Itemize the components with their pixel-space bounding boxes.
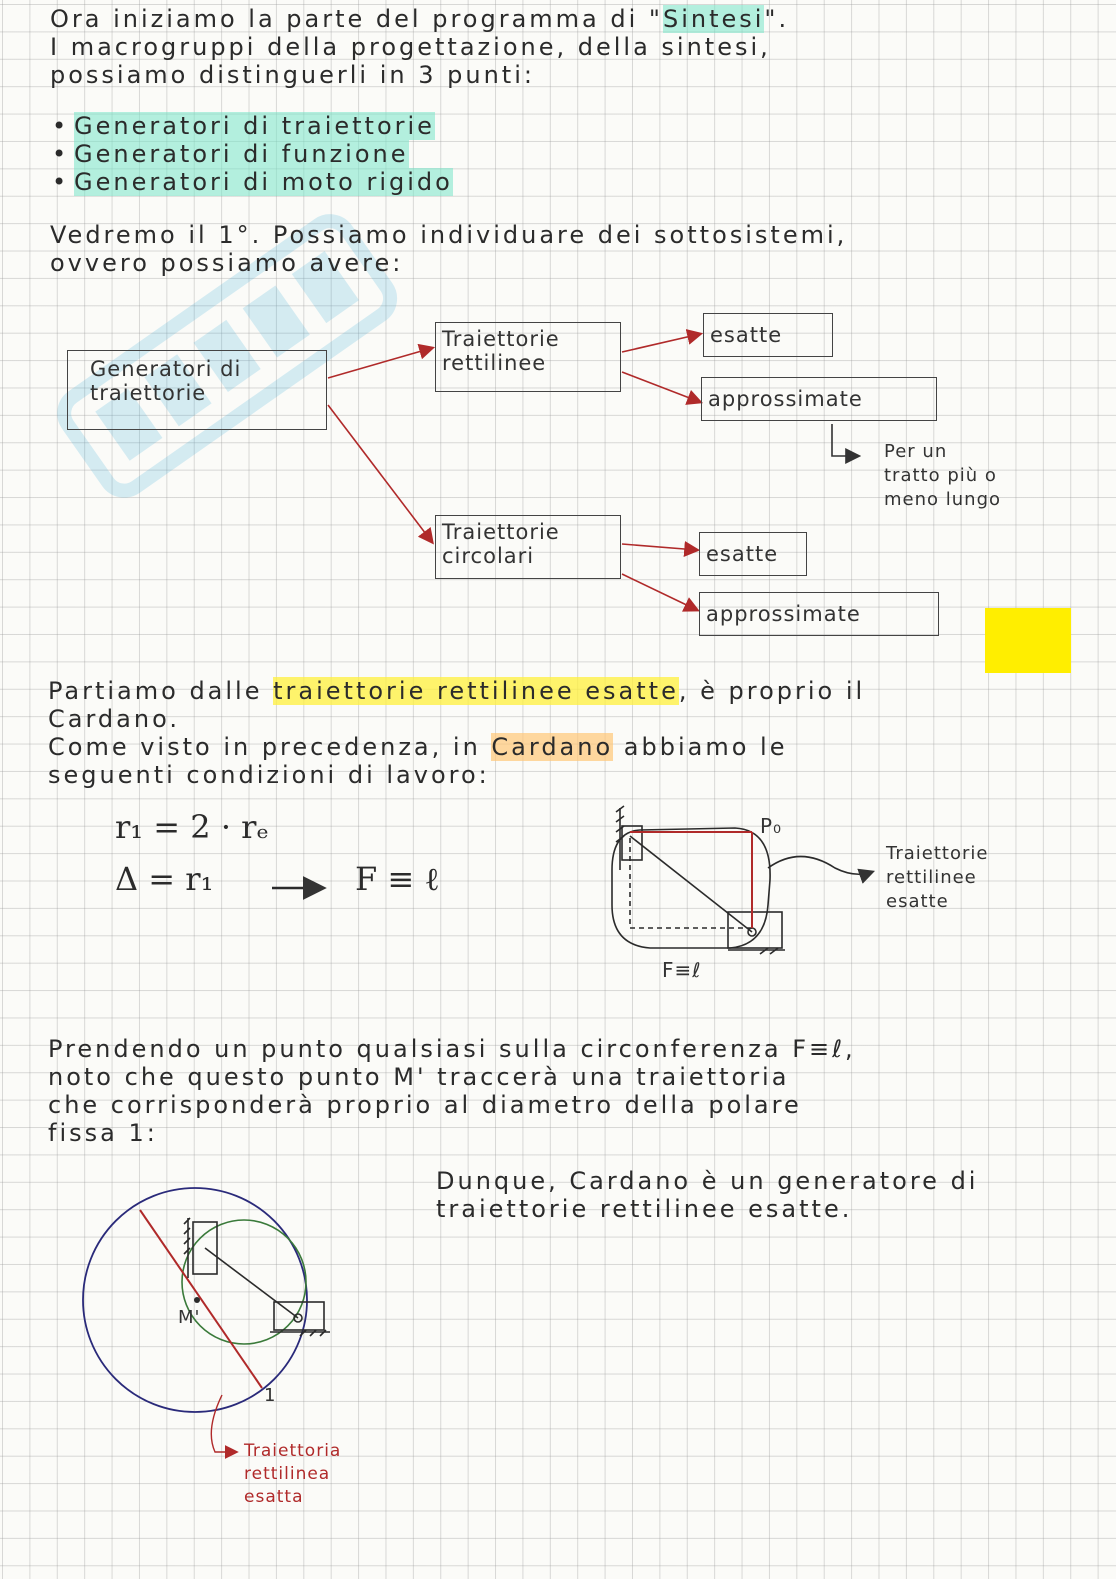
bullet-item: • Generatori di traiettorie	[52, 112, 435, 140]
para4-line-4: fissa 1:	[48, 1119, 158, 1147]
fig2-note: Traiettoria rettilinea esatta	[244, 1441, 342, 1507]
intro-line-1: Ora iniziamo la parte del programma di "Sintesi".	[50, 5, 790, 33]
fig2-one-label: 1	[264, 1385, 277, 1406]
conclusion-line-1: Dunque, Cardano è un generatore di	[436, 1167, 979, 1195]
tree-leaf-approssimate-2: approssimate	[699, 592, 939, 636]
para4-line-1: Prendendo un punto qualsiasi sulla circonferenza F≡ℓ,	[48, 1035, 856, 1063]
tree-note: Per un tratto più o meno lungo	[884, 441, 1002, 510]
para4-line-2: noto che questo punto M' traccerà una traiettoria	[48, 1063, 790, 1091]
intro-line-3: possiamo distinguerli in 3 punti:	[50, 61, 535, 89]
fig2-m-label: M'	[178, 1307, 201, 1328]
para3-line-4: seguenti condizioni di lavoro:	[48, 761, 490, 789]
para3-line-1: Partiamo dalle traiettorie rettilinee esatte, è proprio il	[48, 677, 866, 705]
tree-leaf-approssimate-1: approssimate	[701, 377, 937, 421]
highlight-cardano: Cardano	[491, 733, 614, 761]
fig1-bottom-label: F≡ℓ	[662, 958, 702, 982]
para3-line-3: Come visto in precedenza, in Cardano abbiamo le	[48, 733, 788, 761]
intro-line-2: I macrogruppi della progettazione, della sintesi,	[50, 33, 771, 61]
fig1-note: Traiettorie rettilinee esatte	[886, 843, 989, 912]
tree-branch-circolari: Traiettorie circolari	[435, 515, 621, 579]
bullet-item: • Generatori di funzione	[52, 140, 409, 168]
tree-leaf-esatte-2: esatte	[699, 532, 807, 576]
para3-line-2: Cardano.	[48, 705, 180, 733]
conclusion-line-2: traiettorie rettilinee esatte.	[436, 1195, 853, 1223]
fig1-point-label: P₀	[760, 814, 783, 838]
equation-r1: r₁ = 2 · rₑ	[115, 808, 269, 846]
tree-leaf-esatte-1: esatte	[703, 313, 833, 357]
equation-f-l: F ≡ ℓ	[355, 860, 440, 898]
para2-line-1: Vedremo il 1°. Possiamo individuare dei sottosistemi,	[50, 221, 848, 249]
equation-delta: Δ = r₁	[115, 860, 214, 898]
para2-line-2: ovvero possiamo avere:	[50, 249, 404, 277]
para4-line-3: che corrisponderà proprio al diametro della polare	[48, 1091, 802, 1119]
bullet-item: • Generatori di moto rigido	[52, 168, 453, 196]
tree-branch-rettilinee: Traiettorie rettilinee	[435, 322, 621, 392]
highlight-traiettorie: traiettorie rettilinee esatte	[273, 677, 679, 705]
intro-highlight-sintesi: Sintesi	[662, 5, 765, 33]
tree-root-box: Generatori di traiettorie	[67, 350, 327, 430]
